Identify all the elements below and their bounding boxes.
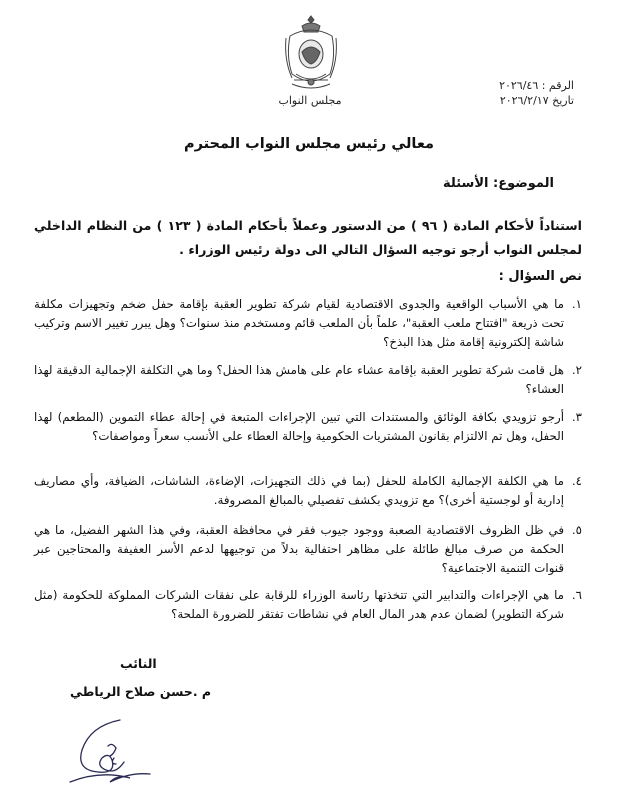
question-number: ٢. [571,363,582,377]
questions-heading: نص السؤال : [498,269,582,284]
signatory-name: م .حسن صلاح الرياطي [70,684,212,699]
handwritten-signature-icon [68,712,178,792]
list-item [34,295,582,361]
question-text: ما هي الكلفة الإجمالية الكاملة للحفل (بما في ذلك التجهيزات، الإضاءة، الشاشات، الضيافة، وأي مصاريف إدارية أو لوجستية أخرى)؟ مع تزويدي بكشف تفصيلي بالمبالغ المصروفة. [34,474,564,507]
list-item [34,408,582,472]
reference-block [414,78,574,108]
reference-number: الرقم : ٢٠٢٦/٤٦ [499,79,574,92]
signatory-title: النائب [120,656,157,671]
question-number: ٤. [571,474,582,488]
questions-list [34,295,582,630]
question-text: ما هي الإجراءات والتدابير التي تتخذتها رئاسة الوزراء للرقابة على نفقات الشركات المملوكة للحكومة (مثل شركة التطوير) لضمان عدم هدر المال العام في نشاطات تفتقر للضرورة الملحة؟ [34,588,564,621]
question-number: ٥. [571,523,582,537]
question-number: ١. [571,297,582,311]
subject-line: الموضوع: الأسئلة [443,176,554,191]
council-name: مجلس النواب [278,94,342,107]
list-item [34,586,582,630]
question-text: هل قامت شركة تطوير العقبة بإقامة عشاء عام على هامش هذا الحفل؟ وما هي التكلفة الإجمالية الدقيقة لهذا العشاء؟ [34,363,564,396]
question-text: ما هي الأسباب الواقعية والجدوى الاقتصادية لقيام شركة تطوير العقبة بإقامة حفل ضخم وتجهيزات مكلفة تحت ذريعة "افتتاح ملعب العقبة"، علماً بأن الملعب قائم ومستخدم منذ سنوات؟ وهل يبرر تغيير الاسم وتركيب شاشة إلكترونية إقامة مثل هذا البذخ؟ [34,297,564,349]
question-text: في ظل الظروف الاقتصادية الصعبة ووجود جيوب فقر في محافظة العقبة، وفي هذا الشهر الفضيل، ما هي الحكمة من صرف مبالغ طائلة على مظاهر احتفالية بدلاً من توجيهها لدعم الأسر العفيفة والمحتاجين عبر قنوات التنمية الاجتماعية؟ [34,523,564,575]
question-text: أرجو تزويدي بكافة الوثائق والمستندات التي تبين الإجراءات المتبعة في إحالة عطاء التموين (المطعم) لهذا الحفل، وهل تم الالتزام بقانون المشتريات الحكومية وإحالة العطاء على الأنسب سعراً ومواصفات؟ [34,410,564,443]
list-item [34,361,582,408]
reference-date: تاريخ ٢٠٢٦/٢/١٧ [499,94,574,107]
list-item [34,521,582,586]
question-number: ٣. [571,410,582,424]
addressee: معالي رئيس مجلس النواب المحترم [183,136,435,152]
royal-emblem-icon [282,14,340,90]
question-number: ٦. [571,588,582,602]
intro-paragraph: استناداً لأحكام المادة ( ٩٦ ) من الدستور وعملاً بأحكام المادة ( ١٢٣ ) من النظام الداخلي لمجلس النواب أرجو توجيه السؤال التالي الى دولة رئيس الوزراء . [34,218,583,257]
list-item [34,472,582,521]
